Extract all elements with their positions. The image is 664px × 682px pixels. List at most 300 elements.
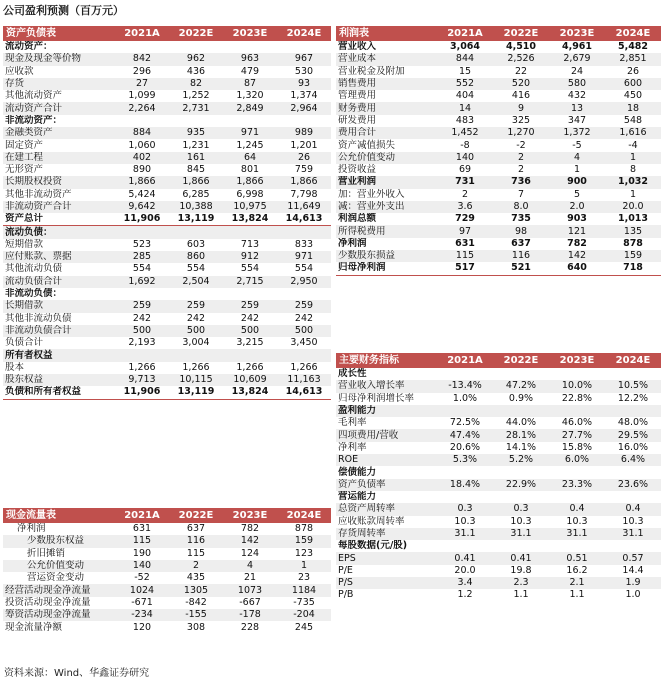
cell-value: 7,798 — [290, 188, 318, 200]
row-label: 无形资产 — [5, 164, 44, 176]
cell-value: 26 — [277, 152, 331, 164]
column-header: 2024E — [277, 508, 331, 523]
cell-value — [493, 491, 549, 503]
cell-value: 1,866 — [277, 176, 331, 188]
row-label: 折旧摊销 — [27, 547, 66, 559]
table-row — [3, 288, 331, 300]
cell-value: 833 — [294, 238, 314, 250]
cell-value: 6,998 — [236, 188, 264, 200]
cell-value: 259 — [169, 300, 223, 312]
table-row — [3, 201, 331, 213]
cell-value: 31.1 — [605, 528, 661, 540]
table-row — [336, 393, 661, 405]
row-label: 营运资金变动 — [27, 572, 85, 584]
cell-value: 10,609 — [223, 374, 277, 386]
column-header: 2024E — [605, 26, 661, 41]
cell-value: 11,906 — [115, 386, 169, 399]
cell-value: 2,193 — [128, 337, 156, 349]
cell-value: 962 — [169, 53, 223, 65]
cell-value: 1,692 — [115, 276, 169, 288]
cell-value: 19.8 — [510, 564, 532, 576]
table-row — [3, 213, 331, 226]
cell-value: 435 — [186, 572, 206, 584]
row-label: 股本 — [5, 361, 25, 373]
row-label: 应付账款、票据 — [3, 251, 115, 263]
row-label: 流动资产合计 — [3, 102, 115, 114]
cell-value: 971 — [277, 251, 331, 263]
table-row — [336, 90, 661, 102]
table-title: 现金流量表 — [3, 508, 115, 523]
table-row — [3, 152, 331, 164]
cash-flow-table — [3, 508, 331, 634]
cell-value: 1,866 — [169, 176, 223, 188]
cell-value: -155 — [169, 609, 223, 621]
cell-value: 48.0% — [617, 417, 649, 429]
table-row — [3, 41, 331, 53]
cell-value: 14.1% — [505, 441, 537, 453]
table-row — [3, 164, 331, 176]
cell-value: 259 — [223, 300, 277, 312]
cell-value: 93 — [277, 78, 331, 90]
cell-value: 2 — [493, 152, 549, 164]
row-label: 归母净利润增长率 — [338, 392, 415, 404]
cell-value: 47.4% — [437, 429, 493, 441]
table-row — [3, 276, 331, 288]
cell-value: 1,266 — [182, 361, 210, 373]
cell-value: 1184 — [277, 584, 331, 596]
cell-value: 2,264 — [115, 102, 169, 114]
cell-value: 2 — [461, 188, 469, 200]
cell-value: 10.5% — [605, 380, 661, 392]
cell-value: 23.3% — [549, 479, 605, 491]
cell-value: 46.0% — [561, 417, 593, 429]
table-row — [3, 263, 331, 275]
cell-value: 2 — [517, 164, 525, 176]
cell-value: 245 — [294, 621, 314, 633]
column-header: 2023E — [549, 353, 605, 368]
cell-value: 759 — [294, 164, 314, 176]
cell-value: 900 — [549, 176, 605, 188]
table-row — [3, 548, 331, 560]
row-label: 投资收益 — [338, 164, 377, 176]
column-header: 2021A — [115, 508, 169, 523]
cell-value: 2,731 — [169, 102, 223, 114]
cell-value: 10.3 — [510, 515, 532, 527]
cell-value: 2,526 — [493, 53, 549, 65]
column-header: 2023E — [549, 26, 605, 41]
table-row — [336, 417, 661, 429]
cell-value: 123 — [294, 547, 314, 559]
cell-value: 69 — [458, 164, 472, 176]
cell-value: 0.9% — [508, 392, 534, 404]
cell-value: 140 — [437, 152, 493, 164]
cell-value: 9,713 — [115, 374, 169, 386]
cell-value: 14.4 — [622, 564, 644, 576]
table-title: 资产负债表 — [3, 26, 115, 41]
cell-value — [605, 466, 661, 478]
cell-value: 142 — [549, 250, 605, 262]
cell-value — [223, 41, 277, 53]
cell-value: 10,388 — [169, 201, 223, 213]
cell-value — [549, 405, 605, 417]
cell-value: -735 — [293, 596, 315, 608]
table-row — [3, 609, 331, 621]
row-label: 负债合计 — [5, 337, 44, 349]
cell-value: 0.3 — [493, 503, 549, 515]
table-header-row — [3, 508, 331, 523]
cell-value: 1,266 — [236, 361, 264, 373]
cell-value — [277, 226, 331, 239]
table-row — [336, 577, 661, 589]
table-row — [336, 491, 661, 503]
cell-value: 159 — [277, 535, 331, 547]
cell-value: 989 — [277, 127, 331, 139]
cell-value: 1,320 — [236, 90, 264, 102]
cell-value: 347 — [567, 114, 587, 126]
cell-value: 2,851 — [605, 53, 661, 65]
cell-value: 13,119 — [169, 213, 223, 226]
cell-value: 98 — [493, 225, 549, 237]
table-row — [336, 152, 661, 164]
table-row — [336, 115, 661, 127]
cell-value: 285 — [115, 251, 169, 263]
cell-value: 1,616 — [605, 127, 661, 139]
table-row — [3, 572, 331, 584]
row-label: 资产负债率 — [336, 479, 437, 491]
row-label: 非流动负债： — [5, 288, 63, 300]
row-label: 金融类资产 — [3, 127, 115, 139]
cell-value — [223, 288, 277, 300]
table-row — [3, 584, 331, 596]
table-row — [336, 41, 661, 53]
table-row — [336, 78, 661, 90]
cell-value: 242 — [240, 312, 260, 324]
cell-value: 2,964 — [277, 102, 331, 114]
row-label: 公允价值变动 — [336, 152, 437, 164]
cell-value: 3,064 — [449, 41, 481, 53]
cell-value: 1.0 — [625, 589, 641, 601]
cell-value: 1305 — [169, 584, 223, 596]
row-label: 其他非流动负债 — [5, 312, 72, 324]
table-title: 主要财务指标 — [336, 353, 437, 368]
row-label: 净利润 — [17, 523, 46, 535]
row-label: 四项费用/营收 — [336, 429, 437, 441]
table-header-row — [336, 26, 661, 41]
income-statement-table — [336, 26, 661, 276]
cell-value: 1,013 — [617, 213, 649, 225]
cell-value: 13,824 — [223, 386, 277, 399]
table-row — [3, 251, 331, 263]
cell-value: 7 — [517, 188, 525, 200]
cell-value — [223, 115, 277, 127]
cell-value — [493, 540, 549, 552]
table-row — [336, 528, 661, 540]
cell-value — [115, 115, 169, 127]
cell-value: 5,424 — [128, 188, 156, 200]
cell-value: 21 — [243, 572, 257, 584]
cell-value: 735 — [511, 213, 531, 225]
cell-value — [169, 226, 223, 239]
table-row — [336, 66, 661, 78]
row-label: 减：营业外支出 — [336, 201, 437, 213]
cell-value: -4 — [628, 139, 638, 151]
table-row — [3, 115, 331, 127]
cell-value: 554 — [186, 263, 206, 275]
cell-value: 2.0 — [549, 201, 605, 213]
cell-value: 416 — [511, 90, 531, 102]
table-row — [336, 225, 661, 237]
cell-value: 967 — [277, 53, 331, 65]
row-label: 投资活动现金净流量 — [5, 596, 91, 608]
cell-value: 15.8% — [561, 441, 593, 453]
cell-value: 500 — [277, 325, 331, 337]
cell-value: 159 — [605, 250, 661, 262]
cell-value — [493, 466, 549, 478]
cell-value: 884 — [115, 127, 169, 139]
table-row — [3, 362, 331, 374]
cell-value — [605, 540, 661, 552]
row-label: 净利率 — [338, 441, 367, 453]
row-label: 少数股东损益 — [336, 250, 437, 262]
cell-value: 4,961 — [561, 41, 593, 53]
cell-value: 782 — [567, 237, 587, 249]
source-note: 资料来源：Wind、华鑫证券研究 — [4, 668, 150, 679]
table-row — [336, 164, 661, 176]
cell-value: 0.41 — [493, 552, 549, 564]
cell-value: -13.4% — [437, 380, 493, 392]
cell-value: 1.0% — [452, 392, 478, 404]
cell-value: 10,975 — [223, 201, 277, 213]
row-label: 应收账款周转率 — [338, 515, 405, 527]
table-row — [336, 552, 661, 564]
cell-value: 31.1 — [437, 528, 493, 540]
row-label: 财务费用 — [336, 102, 437, 114]
row-label: 长期股权投资 — [3, 176, 115, 188]
table-row — [3, 78, 331, 90]
cell-value: 26 — [626, 65, 640, 77]
cell-value: 31.1 — [549, 528, 605, 540]
cell-value — [115, 41, 169, 53]
column-header: 2021A — [115, 26, 169, 41]
table-row — [3, 300, 331, 312]
cell-value: 22 — [514, 65, 528, 77]
row-label: 营业收入 — [338, 41, 377, 53]
cell-value: 1 — [629, 188, 637, 200]
cell-value: 554 — [294, 263, 314, 275]
row-label: 总资产周转率 — [336, 503, 437, 515]
cell-value: 631 — [132, 523, 152, 535]
row-label: 公允价值变动 — [3, 560, 115, 572]
cell-value — [437, 466, 493, 478]
cell-value: -842 — [185, 596, 207, 608]
table-row — [336, 429, 661, 441]
cell-value: 0.51 — [549, 552, 605, 564]
cell-value: 29.5% — [605, 429, 661, 441]
table-row — [3, 325, 331, 337]
table-row — [336, 565, 661, 577]
cell-value: 912 — [223, 251, 277, 263]
cell-value: 10.3 — [622, 515, 644, 527]
table-row — [3, 560, 331, 572]
cell-value: 115 — [186, 547, 206, 559]
cell-value — [549, 368, 605, 380]
cell-value: 9,642 — [115, 201, 169, 213]
cell-value: 23 — [297, 572, 311, 584]
page-title: 公司盈利预测（百万元） — [3, 4, 124, 17]
cell-value: 20.0 — [605, 201, 661, 213]
cell-value: 1,266 — [290, 361, 318, 373]
table-row — [336, 201, 661, 213]
cell-value: 845 — [186, 164, 206, 176]
cell-value: 14 — [437, 102, 493, 114]
cell-value — [437, 540, 493, 552]
cell-value — [277, 288, 331, 300]
cell-value: 64 — [223, 152, 277, 164]
cell-value: 242 — [186, 312, 206, 324]
cell-value — [277, 41, 331, 53]
table-row — [3, 176, 331, 188]
cell-value: 11,906 — [115, 213, 169, 226]
cell-value: 72.5% — [449, 417, 481, 429]
table-row — [3, 337, 331, 349]
row-label: 归母净利润 — [336, 262, 437, 275]
cell-value: 2 — [169, 560, 223, 572]
cell-value: 115 — [115, 535, 169, 547]
cell-value: -8 — [460, 139, 470, 151]
cell-value: 259 — [277, 300, 331, 312]
cell-value: 1,866 — [115, 176, 169, 188]
row-label: 费用合计 — [336, 127, 437, 139]
cell-value: 523 — [132, 238, 152, 250]
row-label: 应收款 — [5, 65, 34, 77]
table-row — [336, 479, 661, 491]
cell-value — [223, 349, 277, 361]
cell-value: 713 — [240, 238, 260, 250]
cell-value: 3,450 — [290, 337, 318, 349]
cell-value: 3,215 — [236, 337, 264, 349]
cell-value: 479 — [240, 65, 260, 77]
cell-value: 124 — [240, 547, 260, 559]
cell-value: 500 — [115, 325, 169, 337]
cell-value: 0.41 — [437, 552, 493, 564]
cell-value: 140 — [115, 560, 169, 572]
cell-value — [605, 405, 661, 417]
row-label: 所得税费用 — [336, 225, 437, 237]
cell-value: 432 — [567, 90, 587, 102]
table-row — [3, 53, 331, 65]
cell-value: 18.4% — [437, 479, 493, 491]
row-label: 营业收入增长率 — [336, 380, 437, 392]
cell-value: 44.0% — [505, 417, 537, 429]
cell-value: 14,613 — [277, 386, 331, 399]
table-row — [336, 176, 661, 188]
cell-value — [437, 368, 493, 380]
column-header: 2022E — [493, 353, 549, 368]
cell-value: 4 — [223, 560, 277, 572]
cell-value: 2.1 — [549, 577, 605, 589]
cell-value: 4 — [549, 152, 605, 164]
cell-value — [549, 466, 605, 478]
cell-value: -5 — [572, 139, 582, 151]
table-row — [3, 374, 331, 386]
cell-value: 552 — [437, 78, 493, 90]
cell-value: 1,266 — [128, 361, 156, 373]
cell-value: 890 — [132, 164, 152, 176]
row-label: 所有者权益 — [3, 349, 115, 361]
cell-value: 1,032 — [605, 176, 661, 188]
table-row — [3, 597, 331, 609]
row-label: 流动资产： — [5, 41, 53, 53]
row-label: 利润总额 — [338, 213, 377, 225]
cell-value: 0.57 — [605, 552, 661, 564]
cell-value: 3.4 — [437, 577, 493, 589]
row-label: 净利润 — [338, 237, 367, 249]
row-label: 营业成本 — [336, 53, 437, 65]
table-row — [3, 90, 331, 102]
table-row — [3, 102, 331, 114]
row-label: 在建工程 — [3, 152, 115, 164]
table-row — [3, 523, 331, 535]
cell-value: 631 — [455, 237, 475, 249]
cell-value: 1.1 — [569, 589, 585, 601]
table-row — [336, 102, 661, 114]
row-label: 筹资活动现金净流量 — [3, 609, 115, 621]
table-row — [3, 189, 331, 201]
cell-value: 637 — [511, 237, 531, 249]
cell-value: 13 — [549, 102, 605, 114]
cell-value: 1.1 — [513, 589, 529, 601]
cell-value: 6.0% — [549, 454, 605, 466]
table-row — [336, 127, 661, 139]
cell-value: 729 — [455, 213, 475, 225]
table-row — [336, 503, 661, 515]
cell-value: 15 — [458, 65, 472, 77]
row-label: 其他流动资产 — [5, 90, 63, 102]
column-header: 2021A — [437, 353, 493, 368]
cell-value: 6.4% — [605, 454, 661, 466]
cell-value: -204 — [277, 609, 331, 621]
row-label: P/S — [336, 577, 437, 589]
cell-value: 325 — [511, 114, 531, 126]
cell-value: 1.2 — [457, 589, 473, 601]
table-title: 利润表 — [336, 26, 437, 41]
key-indicators-table — [336, 353, 661, 602]
cell-value: 142 — [223, 535, 277, 547]
cell-value: 2,715 — [223, 276, 277, 288]
cell-value: 20.6% — [449, 441, 481, 453]
cell-value: 3,004 — [182, 337, 210, 349]
cell-value: 0.4 — [549, 503, 605, 515]
cell-value — [605, 368, 661, 380]
table-row — [3, 349, 331, 361]
cell-value: 580 — [549, 78, 605, 90]
cell-value — [169, 288, 223, 300]
cell-value: 16.0% — [617, 441, 649, 453]
row-label: 非流动资产合计 — [3, 201, 115, 213]
balance-sheet-table — [3, 26, 331, 400]
cell-value: 13,119 — [169, 386, 223, 399]
cell-value: 1,231 — [182, 139, 210, 151]
cell-value: 436 — [186, 65, 206, 77]
column-header: 2023E — [223, 26, 277, 41]
row-label: 盈利能力 — [336, 405, 437, 417]
cell-value: 520 — [493, 78, 549, 90]
cell-value: 16.2 — [566, 564, 588, 576]
cell-value — [605, 491, 661, 503]
row-label: 偿债能力 — [338, 466, 377, 478]
table-header-row — [336, 353, 661, 368]
cell-value: 28.1% — [493, 429, 549, 441]
